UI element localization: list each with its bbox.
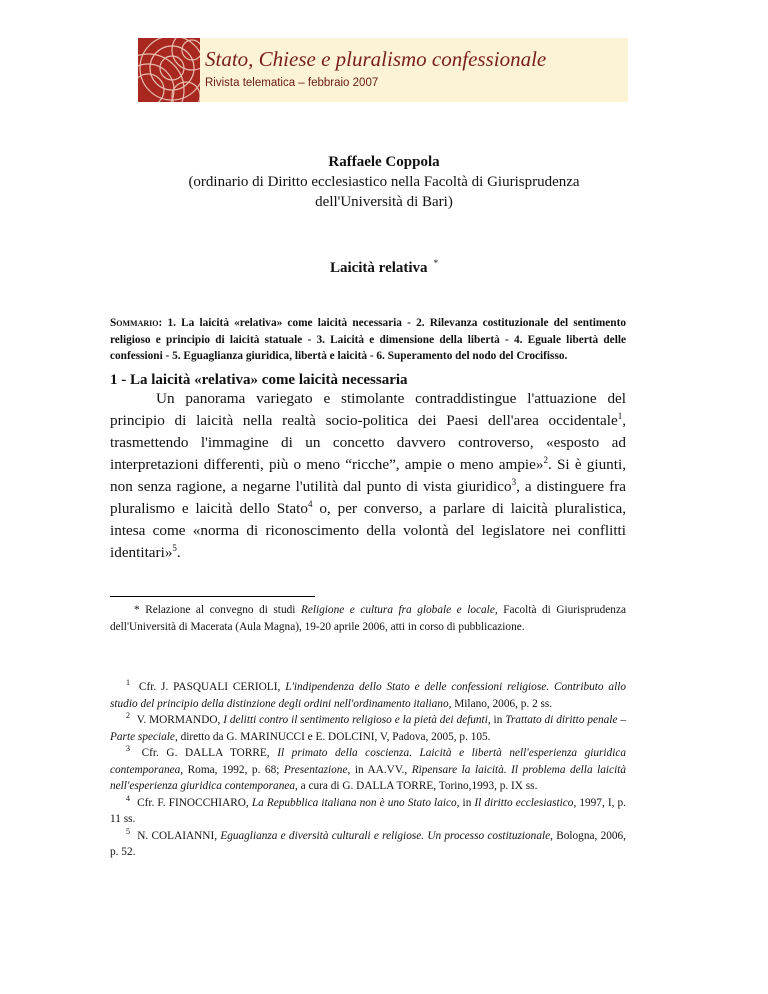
author-affiliation-line-1: (ordinario di Diritto ecclesiastico nella Facoltà di Giurisprudenza xyxy=(188,174,580,190)
footnote-text: , in AA.VV., xyxy=(347,763,412,776)
footnote-ref[interactable]: 5 xyxy=(172,542,177,553)
footnote-text: , Milano, 2006, p. 2 ss. xyxy=(448,697,553,710)
article-title xyxy=(0,258,768,277)
footnote-text: Relazione al convegno di studi xyxy=(145,604,301,616)
footnote-number: 5 xyxy=(126,826,130,836)
footnote-italic: L'indipendenza dello Stato e delle confessioni religiose. Contributo allo studio del principio della distinzione degli ordini nell'ordinamento italiano xyxy=(110,681,627,710)
footnote-italic: La Repubblica italiana non è uno Stato laico, xyxy=(251,796,460,809)
footnote-4 xyxy=(110,795,626,828)
footnote-text: N. COLAIANNI, xyxy=(137,829,221,842)
footnote-italic: Eguaglianza e diversità culturali e religiose. Un processo costituzionale xyxy=(220,829,551,842)
footnote-text: Cfr. F. FINOCCHIARO, xyxy=(137,796,252,809)
footnote-1 xyxy=(110,679,626,712)
footnote-text: Roma, 1992, p. 68; xyxy=(183,763,284,776)
footnote-2 xyxy=(110,712,626,745)
footnote-italic: Ripensare la laicità. Il problema della laicità nell'esperienza giuridica contemporanea xyxy=(110,763,626,792)
footnote-italic: Il diritto ecclesiastico xyxy=(474,796,574,809)
footnote-mark: * xyxy=(134,604,140,616)
footnote-ref[interactable]: 2 xyxy=(543,454,548,465)
footnote-text: Facoltà di Giurisprudenza dell'Università di Macerata (Aula Magna), 19-20 aprile 2006, atti in corso di pubblicazione. xyxy=(110,604,626,633)
footnote-list xyxy=(110,679,626,861)
summary-text: 1. La laicità «relativa» come laicità necessaria - 2. Rilevanza costituzionale del sentimento religioso e principio di laicità statuale - 3. Laicità e dimensione della libertà - 4. Eguale libertà delle confessioni - 5. Eguaglianza giuridica, libertà e laicità - 6. Superamento del nodo del Crocifisso. xyxy=(110,317,626,362)
body-text xyxy=(110,388,626,564)
footnote-italic: Presentazione xyxy=(283,763,348,776)
footnote-text: Cfr. G. DALLA TORRE, xyxy=(141,747,278,759)
footnote-text: Cfr. J. PASQUALI CERIOLI, xyxy=(138,681,286,693)
footnote-italic: Trattato di diritto penale – Parte speciale xyxy=(110,714,626,743)
body-text-segment: , a distinguere fra pluralismo e laicità dello Stato xyxy=(110,478,626,517)
section-heading: 1 - La laicità «relativa» come laicità necessaria xyxy=(110,372,408,388)
summary-lead: Sommario: xyxy=(110,317,163,329)
footnote-text: in xyxy=(490,714,506,726)
footnote-5 xyxy=(110,828,626,861)
footnote-italic: Il primato della coscienza. Laicità e libertà nell'esperienza giuridica contemporanea, xyxy=(110,747,627,776)
journal-subtitle: Rivista telematica – febbraio 2007 xyxy=(205,77,379,89)
footnote-ref[interactable]: 4 xyxy=(307,498,313,509)
footnote-text: , a cura di G. DALLA TORRE, Torino,1993, p. IX ss. xyxy=(295,780,538,792)
journal-logo xyxy=(138,38,200,102)
body-text-segment: . xyxy=(176,544,181,561)
author-affiliation-line-2: dell'Università di Bari) xyxy=(315,194,453,210)
footnote-number: 2 xyxy=(126,711,130,721)
footnote-text: , 1997, I, p. 11 ss. xyxy=(110,796,626,825)
footnote-number: 3 xyxy=(126,744,130,754)
footnote-italic: I delitti contro il sentimento religioso e la pietà dei defunti, xyxy=(223,714,491,726)
footnote-text: , Bologna, 2006, p. 52. xyxy=(110,829,626,858)
footnote-text: in xyxy=(459,796,475,809)
footnote-text: V. MORMANDO, xyxy=(136,714,224,726)
footnote-star xyxy=(110,602,626,635)
footnote-text: , diretto da G. MARINUCCI e E. DOLCINI, V, Padova, 2005, p. 105. xyxy=(174,730,491,743)
body-text-segment: Un panorama variegato e stimolante contraddistingue l'attuazione del principio di laicità nella realtà socio-politica dei Paesi dell'area occidentale xyxy=(110,390,626,429)
summary xyxy=(110,315,626,365)
body-paragraph xyxy=(110,388,626,564)
footnote-ref[interactable]: 1 xyxy=(617,410,623,421)
article-title-text: Laicità relativa xyxy=(329,260,428,276)
footnote-ref[interactable]: 3 xyxy=(511,476,517,487)
circles-logo-icon xyxy=(138,38,200,102)
footnote-number: 4 xyxy=(126,793,130,803)
footnote-separator xyxy=(110,596,315,597)
body-text-segment: , trasmettendo l'immagine di un concetto davvero controverso, «esposto ad interpretazioni differenti, più o meno “ricche”, ampie o meno ampie» xyxy=(110,412,626,473)
title-footnote-marker[interactable]: * xyxy=(433,258,439,268)
journal-title: Stato, Chiese e pluralismo confessionale xyxy=(205,47,547,71)
author-name: Raffaele Coppola xyxy=(328,154,440,170)
footnote-3 xyxy=(110,745,626,795)
footnote-italic: Religione e cultura fra globale e locale, xyxy=(300,604,498,616)
body-text-segment: o, per converso, a parlare di laicità pluralistica, intesa come «norma di riconoscimento della volontà del legislatore nei conflitti identitari» xyxy=(110,500,626,561)
footnote-number: 1 xyxy=(126,678,130,688)
body-text-segment: . Si è giunti, non senza ragione, a negarne l'utilità dal punto di vista giuridico xyxy=(110,456,626,495)
